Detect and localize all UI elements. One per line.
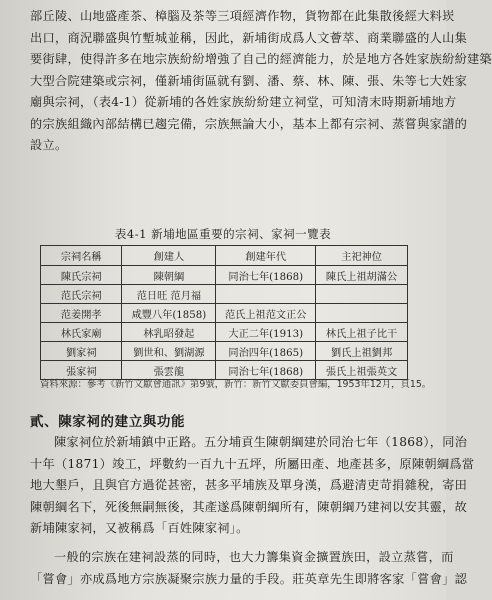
table-cell: 陳氏上祖胡滿公 [316, 266, 408, 285]
text-line: 大型合院建築或宗祠，僅新埔街區就有劉、潘、蔡、林、陳、張、朱等七大姓家 [30, 73, 468, 88]
table-cell: 張氏上祖張英文 [316, 361, 408, 380]
table-row [41, 266, 408, 285]
text-line: 陳家祠位於新埔鎮中正路。五分埔貢生陳朝綱建於同治七年（1868），同治 [54, 435, 468, 449]
table-caption: 表4-1 新埔地區重要的宗祠、家祠一覽表 [114, 227, 332, 241]
column-header: 宗祠名稱 [41, 246, 122, 266]
text-line: 十年（1871）竣工，坪數約一百九十五坪，所屬田產、地產甚多，原陳朝綱爲當 [30, 456, 475, 471]
table-row [41, 304, 408, 323]
table-cell: 林乳昭發起 [122, 323, 216, 342]
table-cell: 陳朝綱 [122, 266, 216, 285]
table-cell: 范姜開孝 [41, 304, 122, 323]
text-line: 廟與宗祠，（表4-1）從新埔的各姓家族紛紛建立祠堂，可知清末時期新埔地方 [30, 95, 457, 109]
text-line: 的宗族組織內部結構已趨完備，宗族無論大小，基本上都有宗祠、蒸嘗與家譜的 [30, 116, 468, 131]
table-cell: 劉氏上祖劉邦 [316, 342, 408, 361]
table-cell: 陳氏宗祠 [41, 266, 122, 285]
table-cell: 張家祠 [41, 361, 122, 380]
table-row [41, 342, 408, 361]
text-line: 一般的宗族在建祠設蒸的同時，也大力籌集資金擴置族田，設立蒸嘗，而 [54, 550, 454, 564]
table-source-note: 資料來源：參考《新竹文獻會通訊》第9號，新竹：新竹文獻委員會編，1953年12月，頁15。 [40, 379, 432, 390]
table-cell: 大正二年(1913) [216, 323, 316, 342]
table-cell [316, 285, 408, 304]
table-cell: 范日旺 范月福 [122, 285, 216, 304]
text-line: 陳朝綱名下，死後無嗣無後，其產遂爲陳朝綱所有，陳朝綱乃建祠以安其靈，故 [30, 499, 468, 514]
table-cell [316, 304, 408, 323]
paragraph-intro [30, 6, 492, 157]
table-cell: 同治七年(1868) [216, 266, 316, 285]
text-line: 部丘陵、山地盛產茶、樟腦及茶等三項經濟作物，貨物都在此集散後經大料崁 [30, 9, 455, 23]
column-header: 創建人 [122, 246, 216, 266]
paragraph-chen-hall [30, 432, 475, 540]
table-cell: 林氏上祖子比干 [316, 323, 408, 342]
text-line: 新埔陳家祠，又被稱爲「百姓陳家祠」。 [30, 521, 249, 535]
table-cell: 咸豐八年(1858) [122, 304, 216, 323]
table-row [41, 285, 408, 304]
text-line: 出口，商況聯盛與竹塹城並稱，因此，新埔街成爲人文薈萃、商業聯盛的人山集 [30, 30, 468, 45]
column-header: 創建年代 [216, 246, 316, 266]
column-header: 主祀神位 [316, 246, 408, 266]
table-cell: 張雲龍 [122, 361, 216, 380]
text-line: 設立。 [30, 138, 68, 152]
table-cell [216, 285, 316, 304]
table-cell: 范氏上祖范文正公 [216, 304, 316, 323]
ancestral-hall-table [40, 245, 408, 380]
table-cell: 劉家祠 [41, 342, 122, 361]
text-line: 地大墾戶，且與官方過從甚密，甚多平埔族及單身漢，爲避清吏苛捐雜稅，寄田 [30, 478, 468, 492]
table-header-row [41, 246, 408, 266]
section-heading: 貳、陳家祠的建立與功能 [30, 414, 186, 430]
table-cell: 林氏家廟 [41, 323, 122, 342]
table-cell: 同治七年(1868) [216, 361, 316, 380]
table-row [41, 323, 408, 342]
paragraph-clan-fund [30, 547, 468, 590]
table-cell: 同治四年(1865) [216, 342, 316, 361]
text-line: 要街肆，使得許多在地宗族紛紛增強了自己的經濟能力，於是地方各姓家族紛紛建築 [30, 52, 492, 66]
table-cell: 范氏宗祠 [41, 285, 122, 304]
table-cell: 劉世和、劉湖源 [122, 342, 216, 361]
text-line: 「嘗會」亦成爲地方宗族凝聚宗族力量的手段。莊英章先生即將客家「嘗會」認 [30, 571, 468, 586]
